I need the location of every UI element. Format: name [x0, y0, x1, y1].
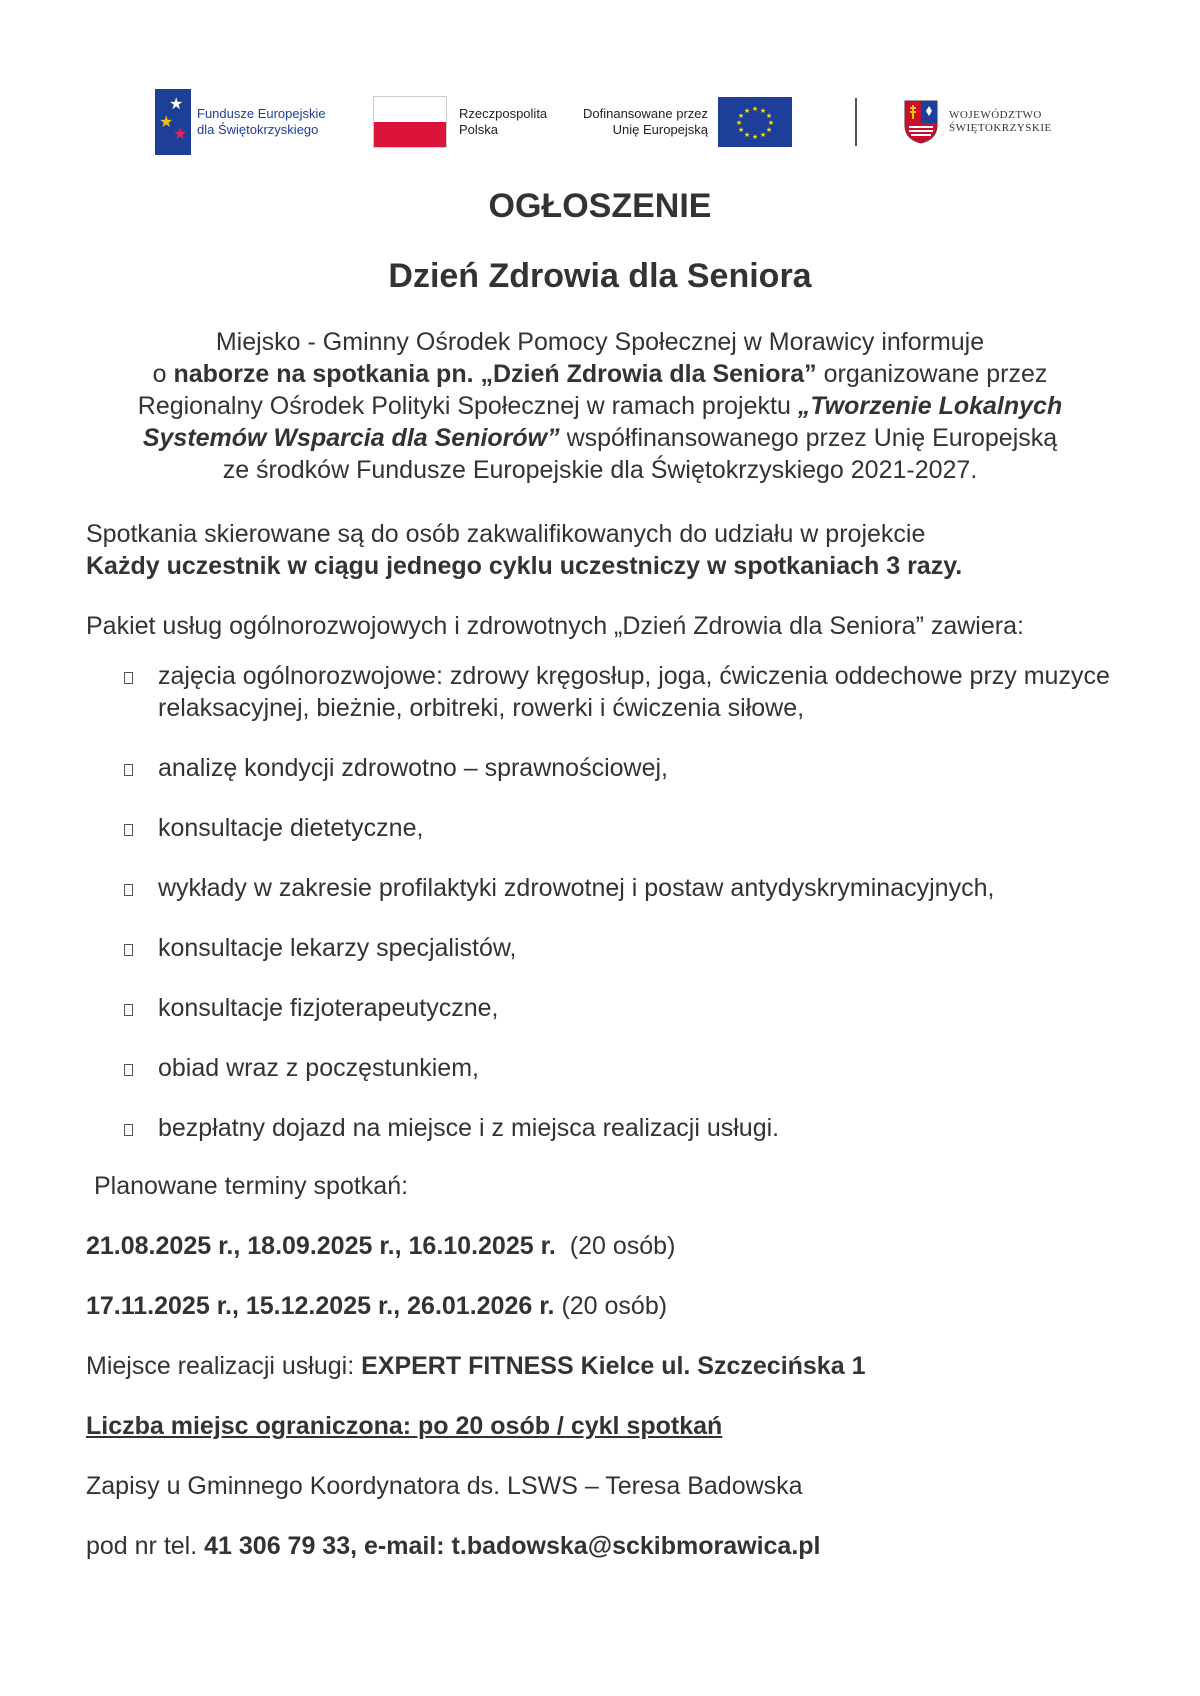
eu-logo-line1: Dofinansowane przez — [583, 106, 709, 121]
svg-text:★: ★ — [759, 131, 767, 139]
bullet-icon — [124, 1004, 133, 1016]
svg-text:★: ★ — [759, 107, 767, 115]
bullet-icon — [124, 1124, 133, 1136]
svg-text:★: ★ — [735, 119, 743, 127]
fe-star-mark-icon: ★ ★ ★ — [155, 89, 191, 155]
bullet-icon — [124, 764, 133, 776]
svg-text:★: ★ — [743, 131, 751, 139]
intro-line-5: ze środków Fundusze Europejskie dla Świętokrzyskiego 2021-2027. — [222, 456, 978, 484]
bullet-icon — [124, 884, 133, 896]
package-intro: Pakiet usług ogólnorozwojowych i zdrowotnych „Dzień Zdrowia dla Seniora” zawiera: — [86, 612, 1024, 640]
list-item: konsultacje fizjoterapeutyczne, — [124, 992, 1124, 1024]
sw-logo-line2: ŚWIĘTOKRZYSKIE — [949, 122, 1052, 134]
list-item: zajęcia ogólnorozwojowe: zdrowy kręgosłup, joga, ćwiczenia oddechowe przy muzyce relaksacyjnej, bieżnie, orbitreki, rowerki i ćwiczenia siłowe, — [124, 660, 1124, 724]
bullet-icon — [124, 1064, 133, 1076]
bullet-icon — [124, 672, 133, 684]
page-subtitle: Dzień Zdrowia dla Seniora — [388, 257, 812, 295]
svg-text:★: ★ — [751, 133, 759, 141]
regional-crest-icon — [903, 99, 939, 145]
polish-flag-icon — [373, 96, 447, 148]
bullet-icon — [124, 944, 133, 956]
contact-coordinator: Zapisy u Gminnego Koordynatora ds. LSWS – Teresa Badowska — [86, 1472, 803, 1500]
places-limit: Liczba miejsc ograniczona: po 20 osób / cykl spotkań — [86, 1412, 723, 1440]
intro-line-3: Regionalny Ośrodek Polityki Społecznej w ramach projektu „Tworzenie Lokalnych — [137, 392, 1063, 420]
venue-line: Miejsce realizacji usługi: EXPERT FITNESS Kielce ul. Szczecińska 1 — [86, 1352, 866, 1380]
schedule-cycle-1: 21.08.2025 r., 18.09.2025 r., 16.10.2025 r. (20 osób) — [86, 1232, 676, 1260]
rzeczpospolita-polska-logo — [373, 88, 547, 156]
fe-logo-line2: dla Świętokrzyskiego — [197, 122, 319, 137]
page-title: OGŁOSZENIE — [488, 187, 712, 225]
intro-line-2: o naborze na spotkania pn. „Dzień Zdrowia dla Seniora” organizowane przez — [152, 360, 1048, 388]
wojewodztwo-swietokrzyskie-logo — [903, 88, 1052, 156]
svg-text:★: ★ — [737, 112, 745, 120]
fe-logo-line1: Fundusze Europejskie — [197, 106, 326, 121]
email-address: t.badowska@sckibmorawica.pl — [451, 1532, 821, 1560]
pl-logo-line1: Rzeczpospolita — [459, 106, 548, 121]
logo-divider — [855, 98, 857, 146]
svg-text:★: ★ — [743, 107, 751, 115]
eu-cofinanced-logo — [583, 88, 792, 156]
list-item: konsultacje dietetyczne, — [124, 812, 1124, 844]
logo-strip — [155, 88, 1055, 156]
eu-flag-icon — [718, 97, 792, 147]
eu-logo-line2: Unię Europejską — [612, 122, 709, 137]
svg-text:★: ★ — [765, 126, 773, 134]
list-item: wykłady w zakresie profilaktyki zdrowotnej i postaw antydyskryminacyjnych, — [124, 872, 1124, 904]
svg-text:★: ★ — [767, 119, 775, 127]
svg-text:★: ★ — [737, 126, 745, 134]
services-list — [124, 660, 1124, 1172]
phone-number: 41 306 79 33, — [204, 1532, 358, 1560]
schedule-cycle-2: 17.11.2025 r., 15.12.2025 r., 26.01.2026 r. (20 osób) — [86, 1292, 668, 1320]
intro-paragraph — [80, 326, 1120, 486]
fundusze-europejskie-logo — [155, 88, 326, 156]
target-line-1: Spotkania skierowane są do osób zakwalifikowanych do udziału w projekcie — [86, 520, 926, 548]
schedule-heading: Planowane terminy spotkań: — [94, 1172, 409, 1200]
sw-logo-line1: WOJEWÓDZTWO — [949, 109, 1042, 121]
list-item: obiad wraz z poczęstunkiem, — [124, 1052, 1124, 1084]
intro-line-1: Miejsko - Gminny Ośrodek Pomocy Społecznej w Morawicy informuje — [215, 328, 985, 356]
list-item: bezpłatny dojazd na miejsce i z miejsca realizacji usługi. — [124, 1112, 1124, 1144]
list-item: konsultacje lekarzy specjalistów, — [124, 932, 1124, 964]
contact-details: pod nr tel. 41 306 79 33, e-mail: t.badowska@sckibmorawica.pl — [86, 1532, 821, 1560]
pl-logo-line2: Polska — [459, 122, 499, 137]
svg-text:★: ★ — [765, 112, 773, 120]
svg-text:★: ★ — [751, 105, 759, 113]
target-line-2: Każdy uczestnik w ciągu jednego cyklu uczestniczy w spotkaniach 3 razy. — [86, 552, 963, 580]
bullet-icon — [124, 824, 133, 836]
intro-line-4: Systemów Wsparcia dla Seniorów” współfinansowanego przez Unię Europejską — [142, 424, 1058, 452]
list-item: analizę kondycji zdrowotno – sprawnościowej, — [124, 752, 1124, 784]
